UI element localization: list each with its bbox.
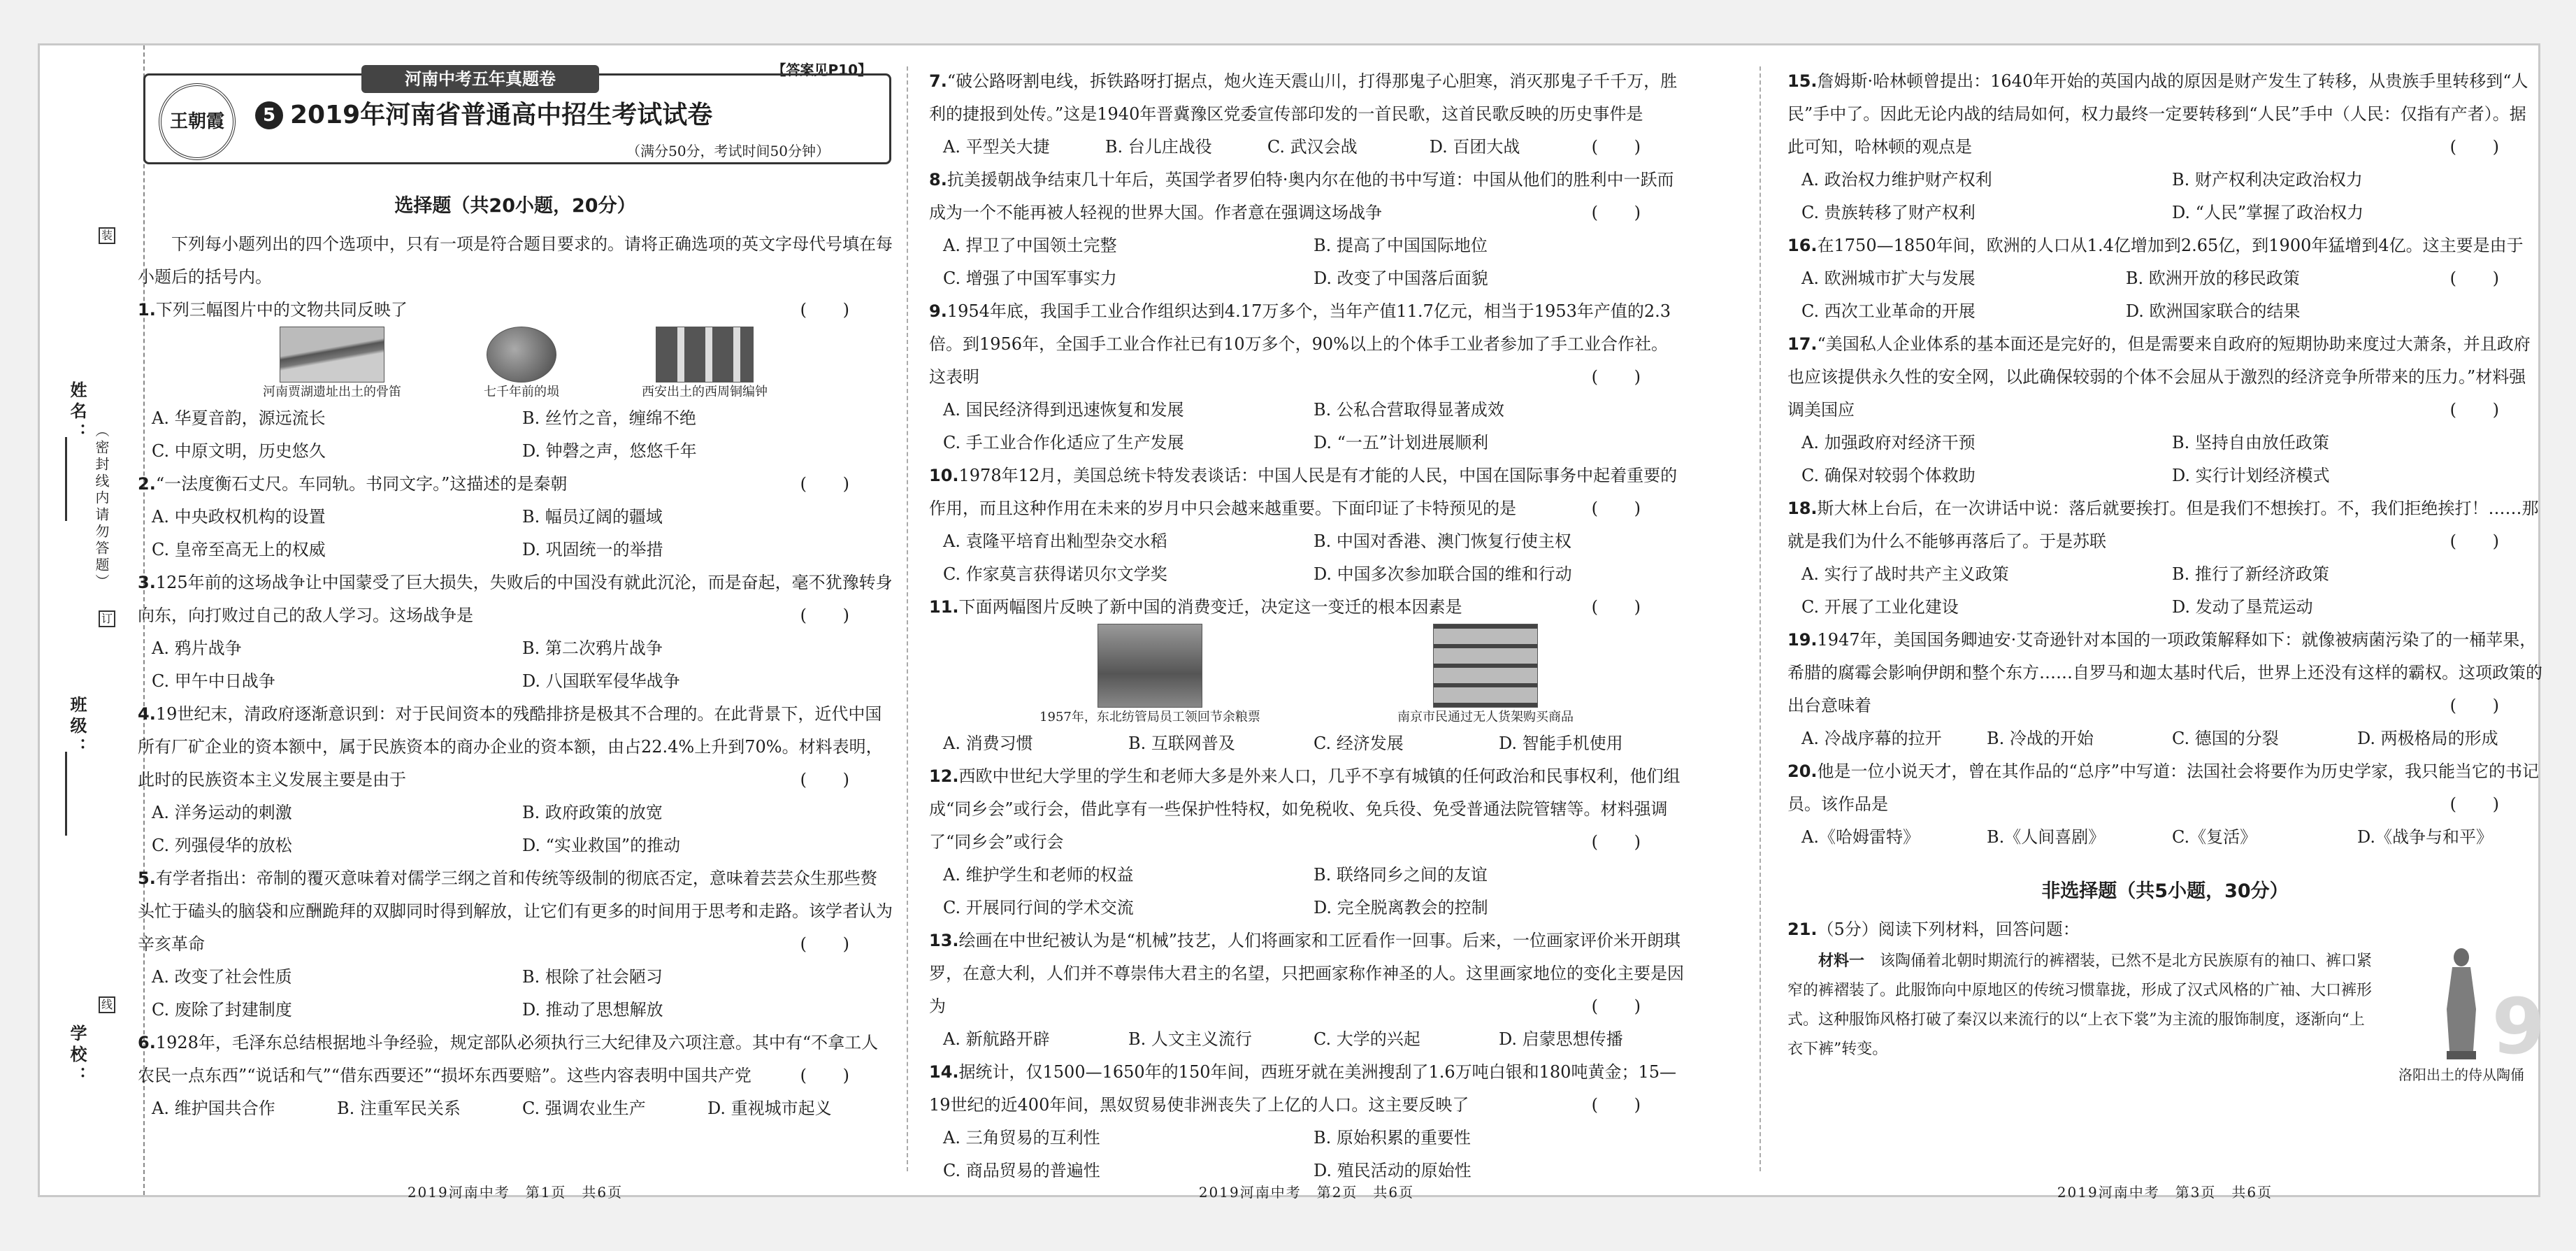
option-a[interactable]: A. 实行了战时共产主义政策 [1801, 564, 2009, 584]
option-a[interactable]: A.《哈姆雷特》 [1801, 827, 1920, 847]
question-stem: 125年前的这场战争让中国蒙受了巨大损失，失败后的中国没有就此沉沦，而是奋起，毫不犹豫转身向东，向打败过自己的敌人学习。这场战争是 [138, 573, 893, 625]
option-d[interactable]: D. 实行计划经济模式 [2172, 466, 2330, 485]
options [1787, 722, 2542, 755]
option-a[interactable]: A. 鸦片战争 [152, 638, 242, 658]
options [929, 131, 1592, 164]
figure-caption: 河南贾湖遗址出土的骨笛 [263, 385, 401, 399]
figure-caption: 1957年，东北纺管局员工领回节余粮票 [1039, 710, 1260, 724]
option-b[interactable]: B. 联络同乡之间的友谊 [1314, 865, 1488, 885]
option-c[interactable]: C. 贵族转移了财产权利 [1801, 203, 1976, 222]
option-a[interactable]: A. 捍卫了中国领土完整 [943, 236, 1117, 255]
question-stem: 19世纪末，清政府逐渐意识到：对于民间资本的残酷排挤是极其不合理的。在此背景下，近代中国所有厂矿企业的资本额中，属于民族资本的商办企业的资本额，由占22.4%上升到70%。材料表明，此时的民族资本主义发展主要是由于 [138, 704, 883, 789]
option-b[interactable]: B. 坚持自由放任政策 [2172, 433, 2329, 452]
question-5 [138, 862, 893, 1027]
question-stem: “一法度衡石丈尺。车同轨。书同文字。”这描述的是秦朝 [155, 474, 568, 494]
question-number: 10. [929, 466, 959, 485]
answer-reference: 【答案见P10】 [772, 62, 872, 78]
section-instructions: 下列每小题列出的四个选项中，只有一项是符合题目要求的。请将正确选项的英文字母代号填在每小题后的括号内。 [138, 234, 893, 287]
option-a[interactable]: A. 国民经济得到迅速恢复和发展 [943, 400, 1184, 420]
option-d[interactable]: D. 两极格局的形成 [2357, 729, 2498, 748]
question-number: 5. [138, 868, 156, 888]
option-a[interactable]: A. 消费习惯 [943, 734, 1033, 753]
question-20 [1787, 755, 2542, 854]
option-b[interactable]: B. 互联网普及 [1128, 734, 1235, 753]
option-a[interactable]: A. 维护学生和老师的权益 [943, 865, 1134, 885]
option-d[interactable]: D. “实业救国”的推动 [522, 836, 681, 855]
material-label: 材料一 [1818, 952, 1865, 970]
answer-blank[interactable]: ( ) [800, 300, 865, 320]
class-line [65, 752, 67, 836]
options [1787, 164, 2542, 229]
figure-bone-flute [263, 327, 401, 402]
seal-mark-ding: 订 [99, 610, 115, 627]
answer-blank[interactable]: ( ) [800, 474, 865, 494]
question-17 [1787, 328, 2542, 492]
options [929, 525, 1684, 591]
option-b[interactable]: B. 注重军民关系 [337, 1099, 461, 1118]
option-b[interactable]: B. 欧洲开放的移民政策 [2125, 269, 2300, 288]
question-number: 6. [138, 1033, 156, 1052]
question-4 [138, 698, 893, 862]
option-c[interactable]: C. 武汉会战 [1267, 137, 1358, 157]
column-divider [907, 66, 908, 1171]
options [138, 632, 893, 698]
options [929, 229, 1684, 295]
question-16 [1787, 229, 2542, 328]
option-b[interactable]: B. 公私合营取得显著成效 [1314, 400, 1504, 420]
option-b[interactable]: B. 原始积累的重要性 [1314, 1128, 1471, 1148]
xun-image [487, 327, 556, 383]
option-b[interactable]: B. 财产权利决定政治权力 [2172, 170, 2363, 190]
exam-sheet [38, 43, 2545, 1201]
page-footer-2: 2019河南中考 第2页 共6页 [1198, 1184, 1415, 1201]
question-15 [1787, 65, 2542, 229]
options [138, 501, 893, 566]
option-c[interactable]: C. 中原文明，历史悠久 [152, 441, 326, 461]
question-stem: “美国私人企业体系的基本面还是完好的，但是需要来自政府的短期协助来度过大萧条，并且政府也应该提供永久性的安全网，以此确保较弱的个体不会屈从于激烈的经济竞争所带来的压力。”材料强调美国应 [1787, 334, 2531, 420]
question-number: 21. [1787, 920, 1818, 939]
publisher-logo [159, 83, 236, 160]
name-label: 姓名： [67, 381, 87, 444]
option-b[interactable]: B. 中国对香港、澳门恢复行使主权 [1314, 531, 1571, 551]
option-b[interactable]: B. 提高了中国国际地位 [1314, 236, 1488, 255]
exam-header [138, 62, 893, 184]
options [929, 1023, 1684, 1056]
question-stem: 1947年，美国国务卿迪安·艾奇逊针对本国的一项政策解释如下：就像被病菌污染了的一桶苹果，希腊的腐霉会影响伊朗和整个东方……自罗马和迦太基时代后，世界上还没有这样的霸权。这项政策的出台意味着 [1787, 630, 2542, 715]
question-stem: 下面两幅图片反映了新中国的消费变迁，决定这一变迁的根本因素是 [958, 597, 1462, 617]
option-d[interactable]: D. 推动了思想解放 [522, 1000, 663, 1020]
bone-flute-image [280, 327, 384, 383]
answer-blank[interactable]: ( ) [2449, 696, 2514, 715]
option-c[interactable]: C. 大学的兴起 [1314, 1029, 1420, 1049]
question-stem: （5分）阅读下列材料，回答问题： [1817, 920, 2080, 939]
question-stem: 1954年底，我国手工业合作组织达到4.17万多个，当年产值11.7亿元，相当于1953年产值的2.3倍。到1956年，全国手工业合作社已有10万多个，90%以上的个体手工业者参加了手工业合作社。这表明 [929, 301, 1671, 387]
option-a[interactable]: A. 改变了社会性质 [152, 967, 292, 987]
option-c[interactable]: C. 手工业合作化适应了生产发展 [943, 433, 1184, 452]
page-footer-3: 2019河南中考 第3页 共6页 [2057, 1184, 2273, 1201]
option-d[interactable]: D. 重视城市起义 [707, 1099, 832, 1118]
answer-blank[interactable]: ( ) [2449, 531, 2514, 551]
seal-mark-zhuang: 装 [99, 227, 115, 244]
option-d[interactable]: D. 发动了垦荒运动 [2172, 597, 2313, 617]
option-c[interactable]: C. 确保对较弱个体救助 [1801, 466, 1976, 485]
question-7 [929, 65, 1684, 164]
question-12 [929, 760, 1684, 924]
option-c[interactable]: C. 废除了封建制度 [152, 1000, 292, 1020]
option-d[interactable]: D. 欧洲国家联合的结果 [2125, 301, 2301, 321]
question-11 [929, 591, 1684, 760]
option-a[interactable]: A. 欧洲城市扩大与发展 [1801, 269, 1976, 288]
options [138, 796, 893, 862]
options [1787, 558, 2542, 624]
question-number: 13. [929, 931, 959, 950]
question-14 [929, 1056, 1684, 1187]
figure-row [138, 327, 893, 402]
question-2 [138, 468, 893, 566]
option-a[interactable]: A. 洋务运动的刺激 [152, 803, 292, 822]
question-number: 16. [1787, 236, 1818, 255]
option-d[interactable]: D. 殖民活动的原始性 [1314, 1161, 1472, 1180]
option-b[interactable]: B.《人间喜剧》 [1987, 827, 2106, 847]
option-c[interactable]: C. 经济发展 [1314, 734, 1404, 753]
option-b[interactable]: B. 政府政策的放宽 [522, 803, 663, 822]
answer-blank[interactable]: ( ) [800, 1066, 865, 1085]
question-6 [138, 1027, 893, 1125]
question-9 [929, 295, 1684, 459]
question-stem: 下列三幅图片中的文物共同反映了 [155, 300, 408, 320]
option-d[interactable]: D. 百团大战 [1429, 137, 1520, 157]
answer-blank[interactable]: ( ) [2449, 794, 2514, 814]
question-number: 14. [929, 1062, 959, 1082]
option-c[interactable]: C. 列强侵华的放松 [152, 836, 292, 855]
option-b[interactable]: B. 根除了社会陋习 [522, 967, 663, 987]
option-c[interactable]: C.《复活》 [2172, 827, 2257, 847]
question-3 [138, 566, 893, 698]
answer-blank[interactable]: ( ) [2449, 269, 2514, 288]
options [929, 394, 1684, 459]
option-b[interactable]: B. 幅员辽阔的疆域 [522, 507, 663, 527]
answer-blank[interactable]: ( ) [1591, 499, 1656, 518]
options [1787, 262, 2450, 328]
pottery-figurine-image [2437, 946, 2486, 1065]
answer-blank[interactable]: ( ) [800, 934, 865, 954]
ration-coupons-photo [1098, 624, 1202, 708]
option-c[interactable]: C. 皇帝至高无上的权威 [152, 540, 326, 559]
answer-blank[interactable]: ( ) [1591, 832, 1656, 852]
exam-title-row [255, 99, 712, 131]
question-number: 12. [929, 766, 959, 786]
question-number: 15. [1787, 71, 1818, 91]
answer-blank[interactable]: ( ) [2449, 400, 2514, 420]
logo-text: 王朝霞 [169, 110, 224, 132]
option-c[interactable]: C. 作家莫言获得诺贝尔文学奖 [943, 564, 1167, 584]
material-text: 该陶俑着北朝时期流行的裤褶装，已然不是北方民族原有的袖口、裤口紧窄的裤褶装了。此服饰向中原地区的传统习惯靠拢，形成了汉式风格的广袖、大口裤形式。这种服饰风格打破了秦汉以来流行的以“上衣下裳”为主流的服饰制度，逐渐向“上衣下裤”转变。 [1787, 952, 2373, 1058]
question-number: 11. [929, 597, 959, 617]
material-block [1787, 946, 2545, 1085]
options [929, 859, 1684, 924]
question-number: 18. [1787, 499, 1818, 518]
option-d[interactable]: D. 中国多次参加联合国的维和行动 [1314, 564, 1572, 584]
question-number: 7. [929, 71, 947, 91]
option-c[interactable]: C. 西次工业革命的开展 [1801, 301, 1976, 321]
option-b[interactable]: B. 人文主义流行 [1128, 1029, 1252, 1049]
options [138, 402, 893, 468]
question-stem: 西欧中世纪大学里的学生和老师大多是外来人口，几乎不享有城镇的任何政治和民事权利，他们组成“同乡会”或行会，借此享有一些保护性特权，如免税收、免兵役、免受普通法院管辖等。材料强调了“同乡会”或行会 [929, 766, 1681, 852]
option-d[interactable]: D. “人民”掌握了政治权力 [2172, 203, 2364, 222]
question-number: 1. [138, 300, 156, 320]
question-stem: 有学者指出：帝制的覆灭意味着对儒学三纲之首和传统等级制的彻底否定，意味着芸芸众生那些赘头忙于磕头的脑袋和应酬跪拜的双脚同时得到解放，让它们有更多的时间用于思考和走路。该学者认为辛亥革命 [138, 868, 893, 954]
question-18 [1787, 492, 2542, 624]
option-b[interactable]: B. 台儿庄战役 [1104, 137, 1212, 157]
seal-note: （密封线内请勿答题） [93, 423, 110, 591]
answer-blank[interactable]: ( ) [1591, 137, 1656, 157]
question-13 [929, 924, 1684, 1056]
figure-row [929, 624, 1684, 727]
answer-blank[interactable]: ( ) [800, 606, 865, 625]
question-number: 8. [929, 170, 947, 190]
options [929, 1122, 1684, 1187]
options [929, 727, 1684, 760]
option-a[interactable]: A. 华夏音韵，源远流长 [152, 408, 326, 428]
option-c[interactable]: C. 甲午中日战争 [152, 671, 275, 691]
exam-number-badge: 5 [255, 101, 283, 129]
question-number: 19. [1787, 630, 1818, 650]
option-a[interactable]: A. 平型关大捷 [943, 137, 1050, 157]
question-21 [1787, 913, 2545, 1085]
seal-mark-xian: 线 [99, 996, 115, 1013]
question-stem: 抗美援朝战争结束几十年后，英国学者罗伯特·奥内尔在他的书中写道：中国从他们的胜利中一跃而成为一个不能再被人轻视的世界大国。作者意在强调这场战争 [929, 170, 1674, 222]
question-stem: 据统计，仅1500—1650年的150年间，西班牙就在美洲搜刮了1.6万吨白银和180吨黄金；15—19世纪的近400年间，黑奴贸易使非洲丧失了上亿的人口。这主要反映了 [929, 1062, 1676, 1115]
option-a[interactable]: A. 维护国共合作 [152, 1099, 275, 1118]
option-a[interactable]: A. 冷战序幕的拉开 [1801, 729, 1942, 748]
question-number: 2. [138, 474, 156, 494]
answer-blank[interactable]: ( ) [1591, 996, 1656, 1016]
figure-caption: 南京市民通过无人货架购买商品 [1397, 710, 1574, 724]
option-a[interactable]: A. 中央政权机构的设置 [152, 507, 326, 527]
question-number: 3. [138, 573, 156, 592]
answer-blank[interactable]: ( ) [1591, 1095, 1656, 1115]
bronze-bells-image [656, 327, 754, 383]
option-a[interactable]: A. 新航路开辟 [943, 1029, 1050, 1049]
option-d[interactable]: D. 八国联军侵华战争 [522, 671, 680, 691]
option-d[interactable]: D.《战争与和平》 [2357, 827, 2494, 847]
figure-caption: 洛阳出土的侍从陶俑 [2398, 1066, 2524, 1083]
option-d[interactable]: D. “一五”计划进展顺利 [1314, 433, 1489, 452]
option-a[interactable]: A. 加强政府对经济干预 [1801, 433, 1976, 452]
answer-blank[interactable]: ( ) [1591, 367, 1656, 387]
question-stem: 绘画在中世纪被认为是“机械”技艺，人们将画家和工匠看作一回事。后来，一位画家评价米开朗琪罗，在意大利，人们并不尊崇伟大君主的名望，只把画家称作神圣的人。这里画家地位的变化主要是因为 [929, 931, 1684, 1016]
option-d[interactable]: D. 钟磬之声，悠悠千年 [522, 441, 697, 461]
exam-title: 2019年河南省普通高中招生考试试卷 [290, 101, 713, 129]
column-divider [1760, 66, 1761, 1171]
option-c[interactable]: C. 强调农业生产 [522, 1099, 646, 1118]
exam-meta: （满分50分，考试时间50分钟） [626, 143, 830, 159]
question-stem: 詹姆斯·哈林顿曾提出：1640年开始的英国内战的原因是财产发生了转移，从贵族手里转移到“人民”手中了。因此无论内战的结局如何，权力最终一定要转移到“人民”手中（人民：仅指有产者）。据此可知，哈林顿的观点是 [1787, 71, 2528, 157]
question-1 [138, 294, 893, 468]
name-line [65, 437, 67, 521]
option-b[interactable]: B. 冷战的开始 [1987, 729, 2094, 748]
unmanned-shelf-photo [1433, 624, 1538, 708]
column-3 [1787, 65, 2545, 1177]
options [1787, 427, 2542, 492]
page-footer-1: 2019河南中考 第1页 共6页 [407, 1184, 624, 1201]
question-19 [1787, 624, 2542, 755]
option-c[interactable]: C. 开展同行间的学术交流 [943, 898, 1134, 917]
option-c[interactable]: C. 德国的分裂 [2172, 729, 2279, 748]
answer-blank[interactable]: ( ) [800, 770, 865, 789]
answer-blank[interactable]: ( ) [1591, 203, 1656, 222]
question-10 [929, 459, 1684, 591]
question-number: 17. [1787, 334, 1818, 354]
option-d[interactable]: D. 启蒙思想传播 [1499, 1029, 1623, 1049]
figure-ration-coupons [1039, 624, 1260, 727]
option-b[interactable]: B. 第二次鸦片战争 [522, 638, 663, 658]
material-one [1787, 946, 2375, 1085]
class-label: 班级： [67, 696, 87, 759]
question-stem: 1978年12月，美国总统卡特发表谈话：中国人民是有才能的人民，中国在国际事务中起着重要的作用，而且这种作用在未来的岁月中只会越来越重要。下面印证了卡特预见的是 [929, 466, 1678, 518]
figure-xun [484, 327, 559, 402]
school-label: 学校： [67, 1024, 87, 1087]
figure-caption: 西安出土的西周铜编钟 [642, 385, 768, 399]
options [138, 961, 893, 1027]
question-stem: 在1750—1850年间，欧洲的人口从1.4亿增加到2.65亿，到1900年猛增到4亿。这主要是由于 [1817, 236, 2524, 255]
options [138, 1092, 893, 1125]
option-a[interactable]: A. 袁隆平培育出籼型杂交水稻 [943, 531, 1167, 551]
option-b[interactable]: B. 推行了新经济政策 [2172, 564, 2329, 584]
figure-bells [642, 327, 768, 402]
option-c[interactable]: C. 增强了中国军事实力 [943, 269, 1117, 288]
series-banner: 河南中考五年真题卷 [361, 65, 599, 93]
figure-caption: 七千年前的埙 [484, 385, 559, 399]
section-title-nonchoice: 非选择题（共5小题，30分） [2041, 880, 2289, 902]
option-d[interactable]: D. 改变了中国落后面貌 [1314, 269, 1488, 288]
option-b[interactable]: B. 丝竹之音，缠绵不绝 [522, 408, 696, 428]
question-number: 4. [138, 704, 156, 724]
column-2 [929, 65, 1684, 1180]
option-d[interactable]: D. 完全脱离教会的控制 [1314, 898, 1488, 917]
column-1 [138, 62, 893, 1177]
option-a[interactable]: A. 政治权力维护财产权利 [1801, 170, 1992, 190]
question-8 [929, 164, 1684, 295]
question-stem: 1928年，毛泽东总结根据地斗争经验，规定部队必须执行三大纪律及六项注意。其中有“不拿工人农民一点东西”“说话和气”“借东西要还”“损坏东西要赔”。这些内容表明中国共产党 [138, 1033, 879, 1085]
options [1787, 821, 2542, 854]
question-stem: “破公路呀割电线，拆铁路呀打据点，炮火连天震山川，打得那鬼子心胆寒，消灭那鬼子千千万，胜利的捷报到处传。”这是1940年晋冀豫区党委宣传部印发的一首民歌，这首民歌反映的历史事件是 [929, 71, 1678, 124]
question-number: 20. [1787, 762, 1818, 781]
answer-blank[interactable]: ( ) [1591, 597, 1656, 617]
binding-margin [40, 45, 145, 1195]
option-d[interactable]: D. 智能手机使用 [1499, 734, 1623, 753]
figure-pottery [2384, 946, 2545, 1085]
answer-blank[interactable]: ( ) [2449, 137, 2514, 157]
section-title-choice: 选择题（共20小题，20分） [394, 195, 636, 217]
question-number: 9. [929, 301, 947, 321]
page-number-watermark: 9 [2491, 982, 2545, 1071]
option-d[interactable]: D. 巩固统一的举措 [522, 540, 663, 559]
question-stem: 他是一位小说天才，曾在其作品的“总序”中写道：法国社会将要作为历史学家，我只能当它的书记员。该作品是 [1787, 762, 2540, 814]
question-stem: 斯大林上台后，在一次讲话中说：落后就要挨打。但是我们不想挨打。不，我们拒绝挨打！……那就是我们为什么不能够再落后了。于是苏联 [1787, 499, 2539, 551]
option-c[interactable]: C. 商品贸易的普遍性 [943, 1161, 1100, 1180]
option-a[interactable]: A. 三角贸易的互利性 [943, 1128, 1100, 1148]
option-c[interactable]: C. 开展了工业化建设 [1801, 597, 1959, 617]
figure-unmanned-shelf [1397, 624, 1574, 727]
